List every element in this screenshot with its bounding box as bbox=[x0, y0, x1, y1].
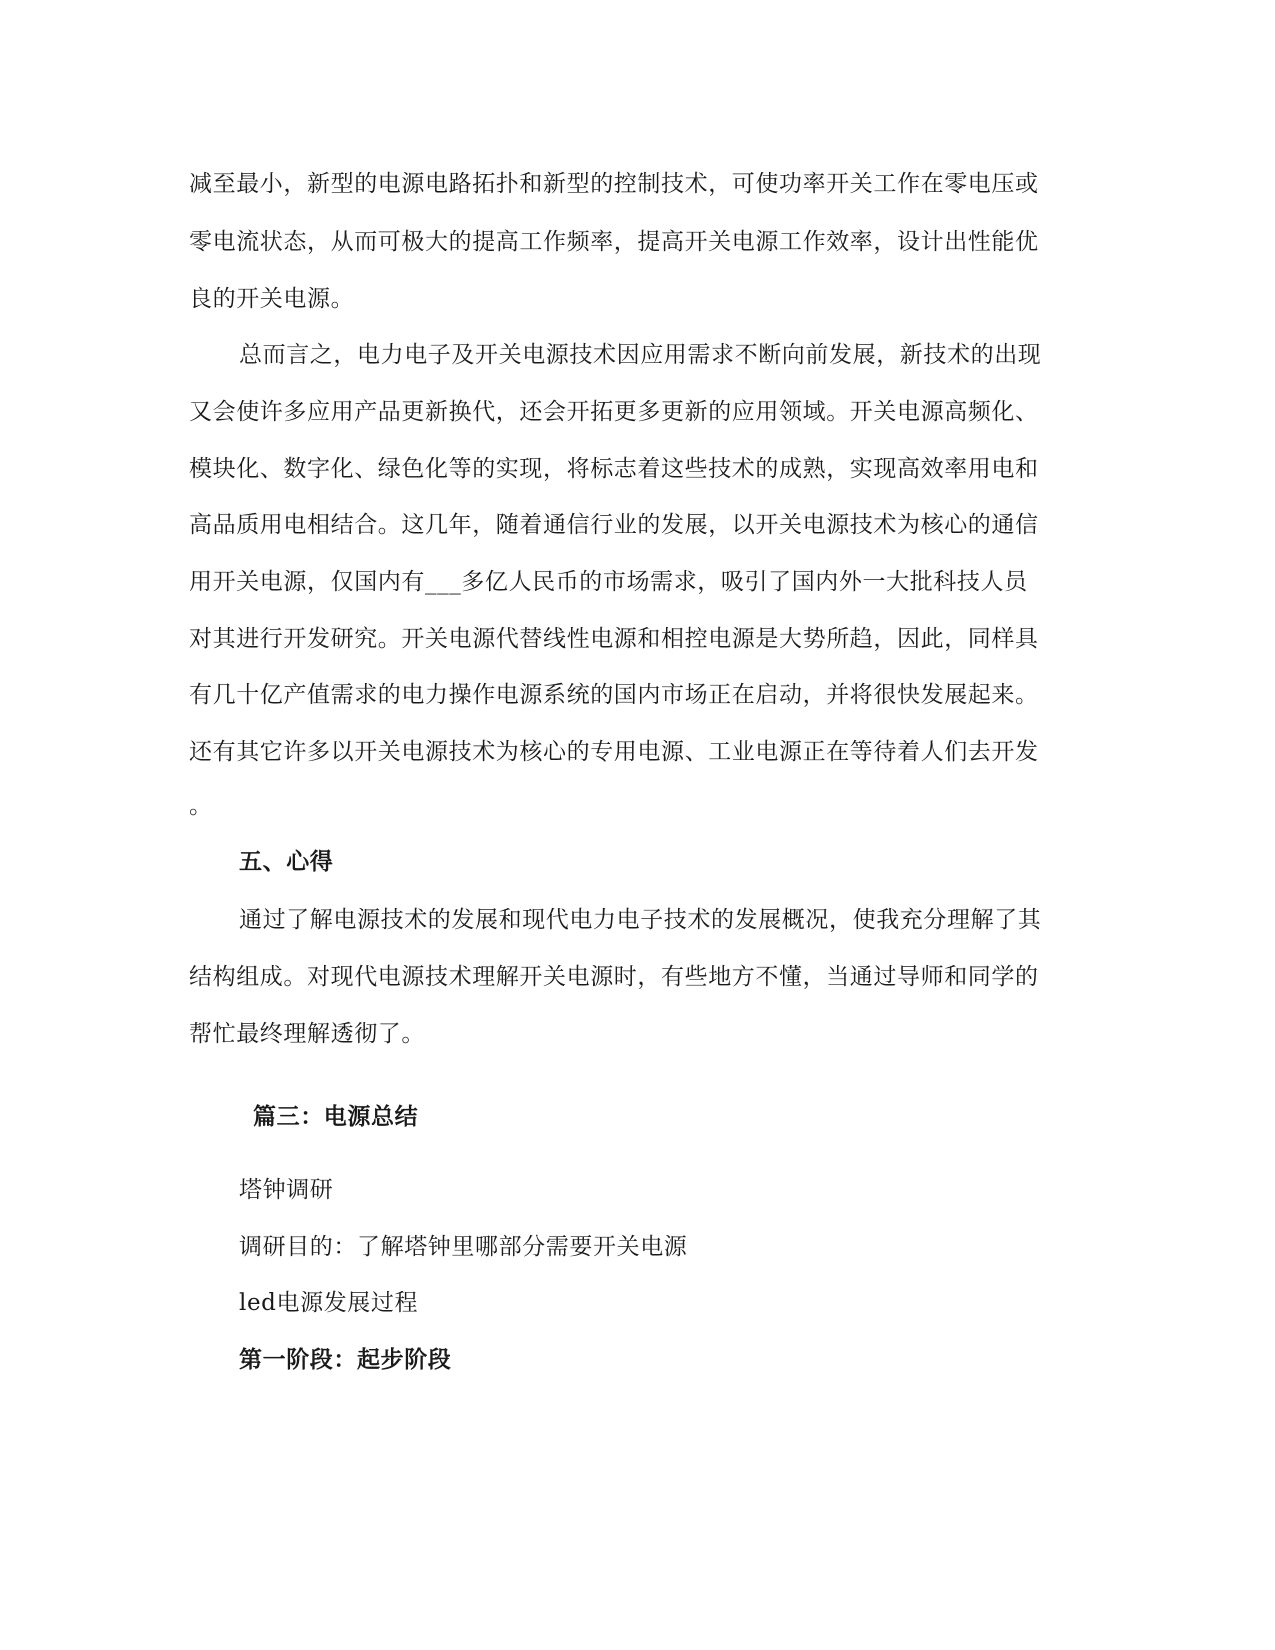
paragraph-1-line-3: 良的开关电源。 bbox=[189, 286, 355, 312]
paragraph-1-line-2: 零电流状态，从而可极大的提高工作频率，提高开关电源工作效率，设计出性能优 bbox=[189, 229, 1039, 255]
led-history: led电源发展过程 bbox=[239, 1290, 419, 1316]
paragraph-3-line-1: 通过了解电源技术的发展和现代电力电子技术的发展概况，使我充分理解了其 bbox=[239, 907, 1042, 933]
paragraph-2-line-3: 模块化、数字化、绿色化等的实现，将标志着这些技术的成熟，实现高效率用电和 bbox=[189, 456, 1039, 482]
paragraph-2-line-5: 用开关电源，仅国内有___多亿人民币的市场需求，吸引了国内外一大批科技人员 bbox=[189, 569, 1028, 595]
paragraph-2-line-1: 总而言之，电力电子及开关电源技术因应用需求不断向前发展，新技术的出现 bbox=[239, 342, 1042, 368]
paragraph-1-line-1: 减至最小，新型的电源电路拓扑和新型的控制技术，可使功率开关工作在零电压或 bbox=[189, 171, 1039, 197]
paragraph-2-line-9: 。 bbox=[189, 793, 213, 819]
paragraph-3-line-2: 结构组成。对现代电源技术理解开关电源时，有些地方不懂，当通过导师和同学的 bbox=[189, 964, 1039, 990]
tower-clock-research: 塔钟调研 bbox=[239, 1177, 334, 1203]
paragraph-2-line-2: 又会使许多应用产品更新换代，还会开拓更多更新的应用领域。开关电源高频化、 bbox=[189, 399, 1039, 425]
paragraph-2-line-8: 还有其它许多以开关电源技术为核心的专用电源、工业电源正在等待着人们去开发 bbox=[189, 739, 1039, 765]
research-purpose: 调研目的：了解塔钟里哪部分需要开关电源 bbox=[239, 1234, 688, 1260]
section-5-heading: 五、心得 bbox=[239, 849, 334, 875]
chapter-3-title: 篇三：电源总结 bbox=[253, 1104, 419, 1130]
paragraph-2-line-7: 有几十亿产值需求的电力操作电源系统的国内市场正在启动，并将很快发展起来。 bbox=[189, 682, 1039, 708]
stage-1-heading: 第一阶段：起步阶段 bbox=[239, 1347, 452, 1373]
paragraph-2-line-4: 高品质用电相结合。这几年，随着通信行业的发展，以开关电源技术为核心的通信 bbox=[189, 512, 1039, 538]
paragraph-2-line-6: 对其进行开发研究。开关电源代替线性电源和相控电源是大势所趋，因此，同样具 bbox=[189, 626, 1039, 652]
paragraph-3-line-3: 帮忙最终理解透彻了。 bbox=[189, 1021, 425, 1047]
